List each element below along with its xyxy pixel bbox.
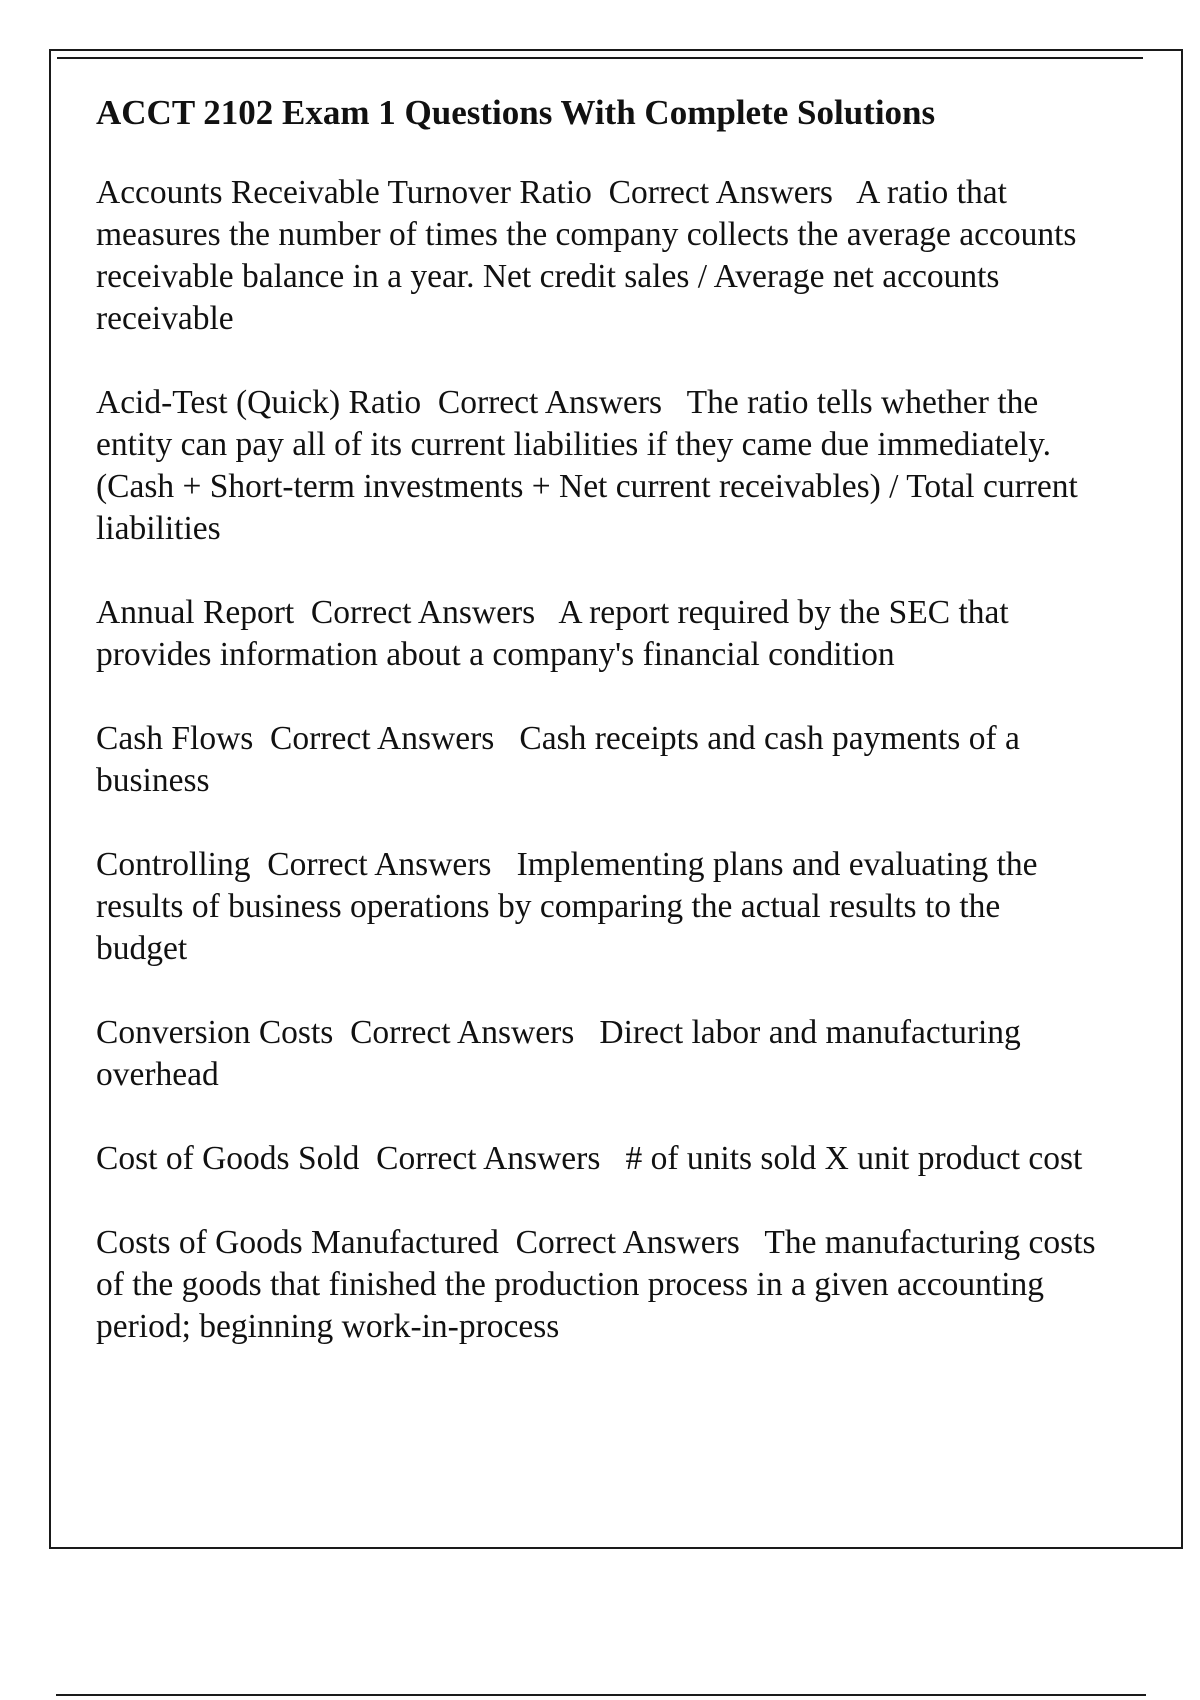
qa-entry (96, 1012, 1096, 1096)
entry-marker: Correct Answers (437, 384, 663, 421)
entry-marker: Correct Answers (376, 1140, 601, 1177)
entry-marker: Correct Answers (608, 174, 833, 211)
top-rule (57, 57, 1143, 59)
qa-entry (96, 1138, 1096, 1180)
entry-marker: Correct Answers (270, 720, 495, 757)
entry-term: Conversion Costs (96, 1014, 334, 1051)
entry-definition: The manufacturing costs of the goods that finished the production process in a given accounting period; beginning work-in-process (96, 1224, 1096, 1345)
entry-term: Costs of Goods Manufactured (96, 1224, 499, 1261)
qa-entry (96, 844, 1096, 970)
entry-definition: Direct labor and manufacturing overhead (96, 1014, 1021, 1093)
entry-definition: The ratio tells whether the entity can pay all of its current liabilities if they came due immediately. (Cash + Short-term investments + Net current receivables) / Total current liabilities (96, 384, 1078, 547)
qa-entry (96, 382, 1096, 550)
entry-marker: Correct Answers (350, 1014, 575, 1051)
qa-entry (96, 172, 1096, 340)
entry-marker: Correct Answers (267, 846, 492, 883)
entry-marker: Correct Answers (515, 1224, 740, 1261)
document-body (96, 92, 1096, 1390)
entry-definition: Implementing plans and evaluating the results of business operations by comparing the actual results to the budget (96, 846, 1038, 967)
entry-term: Cash Flows (96, 720, 254, 757)
entry-marker: Correct Answers (310, 594, 536, 631)
entry-term: Controlling (96, 846, 251, 883)
entry-term: Acid-Test (Quick) Ratio (96, 384, 422, 421)
document-title: ACCT 2102 Exam 1 Questions With Complete Solutions (96, 93, 936, 132)
entry-term: Annual Report (96, 594, 295, 631)
entry-definition: A ratio that measures the number of times the company collects the average accounts receivable balance in a year. Net credit sales / Average net accounts receivable (96, 174, 1077, 337)
entry-term: Accounts Receivable Turnover Ratio (96, 174, 592, 211)
entry-term: Cost of Goods Sold (96, 1140, 360, 1177)
qa-entry (96, 592, 1096, 676)
bottom-rule (56, 1694, 1146, 1696)
entry-definition: A report required by the SEC that provides information about a company's financial condition (96, 594, 1009, 673)
qa-entry (96, 718, 1096, 802)
qa-entry (96, 1222, 1096, 1348)
entry-definition: # of units sold X unit product cost (625, 1140, 1083, 1177)
entry-definition: Cash receipts and cash payments of a business (96, 720, 1020, 799)
